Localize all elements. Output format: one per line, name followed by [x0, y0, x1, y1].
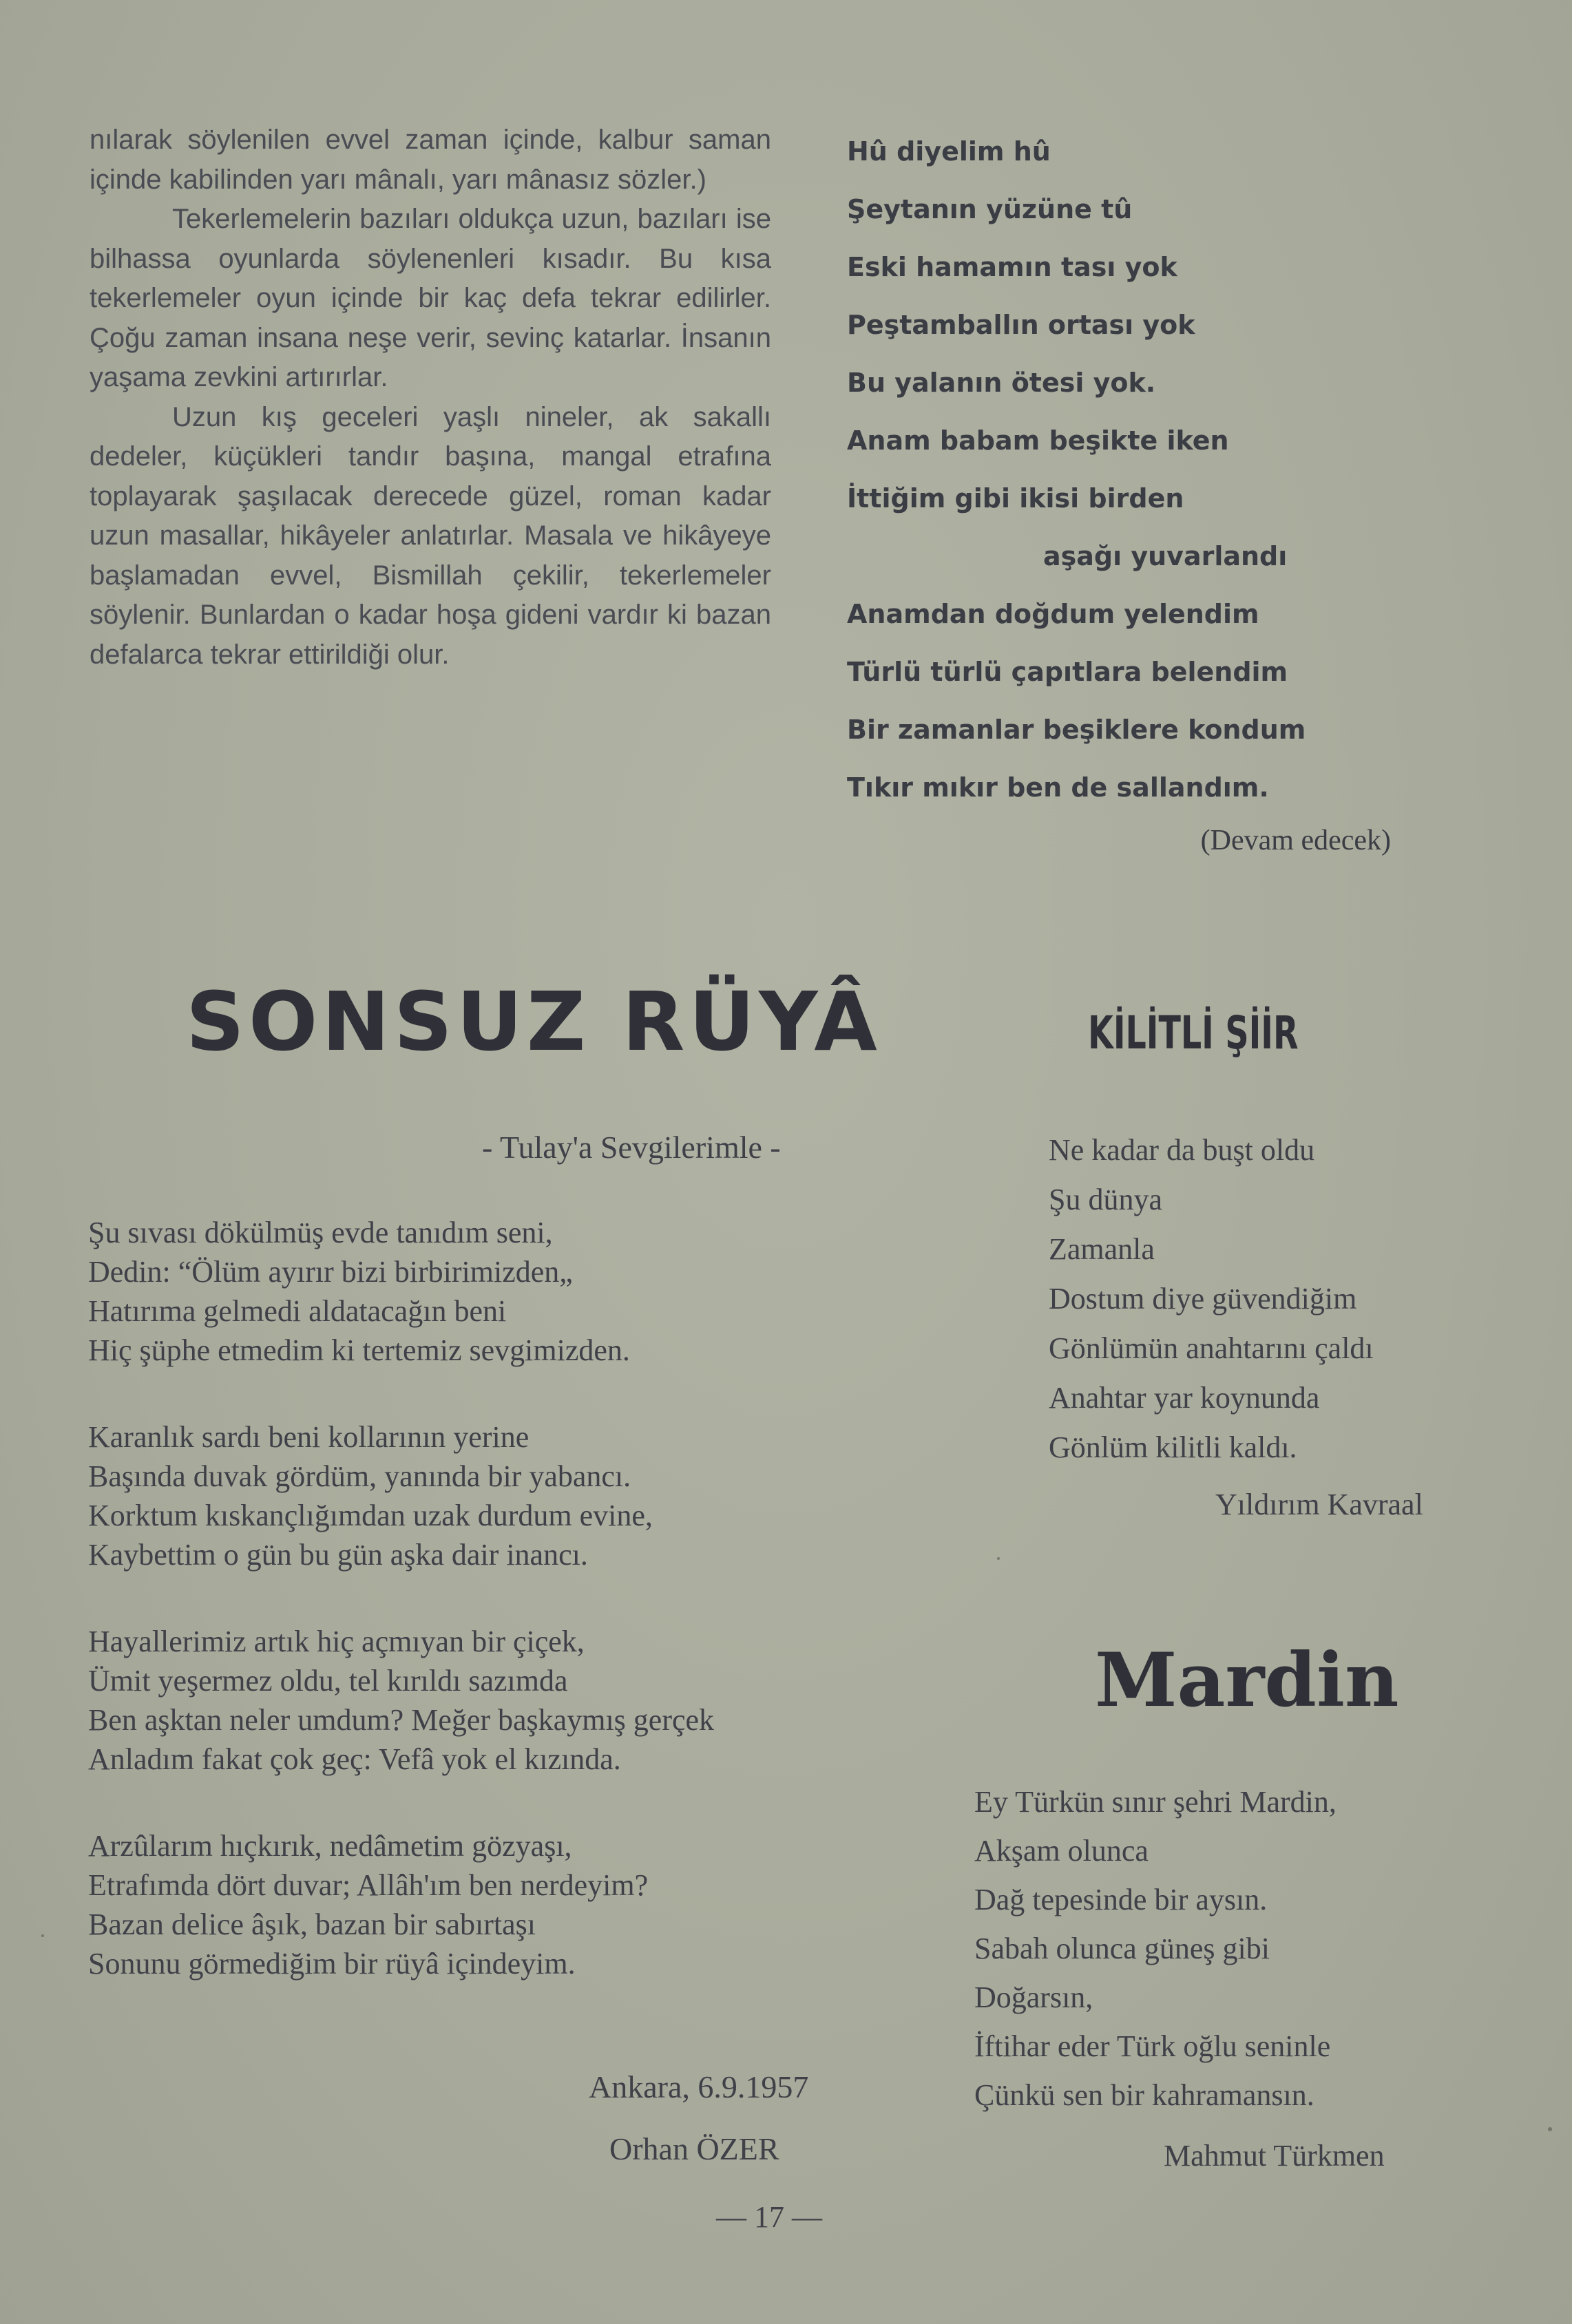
prose-paragraph-2: Tekerlemelerin bazıları oldukça uzun, bazıları ise bilhassa oyunlarda söylenenleri kısadır. Bu kısa tekerlemeler oyun içinde bir kaç defa tekrar edilirler. Çoğu zaman insana neşe verir, sevinç katarlar. İnsanın yaşama zevkini artırırlar.	[90, 204, 771, 392]
poem-line: Gönlümün anahtarını çaldı	[1049, 1331, 1374, 1365]
poem-line: Ey Türkün sınır şehri Mardin,	[974, 1785, 1337, 1819]
poem-line: Korktum kıskançlığımdan uzak durdum evine,	[88, 1499, 653, 1532]
poem-stanza	[88, 1213, 949, 1370]
page-number: — 17 —	[716, 2200, 822, 2234]
verse-line: İttiğim gibi ikisi birden	[847, 483, 1184, 514]
sonsuz-ruya-poem	[88, 1213, 949, 2031]
verse-line: Eski hamamın tası yok	[847, 252, 1177, 282]
paper-speck	[1548, 2127, 1552, 2131]
paper-speck	[41, 1934, 44, 1937]
poem-line: Dağ tepesinde bir aysın.	[974, 1883, 1268, 1916]
verse-line: Hû diyelim hû	[847, 136, 1051, 167]
sonsuz-ruya-place-date: Ankara, 6.9.1957	[589, 2069, 809, 2104]
sonsuz-ruya-title: SONSUZ RÜYÂ	[186, 974, 881, 1069]
poem-stanza	[88, 1622, 949, 1779]
poem-line: Anladım fakat çok geç: Vefâ yok el kızında.	[88, 1742, 621, 1776]
verse-line: Bir zamanlar beşiklere kondum	[847, 715, 1306, 745]
sonsuz-ruya-dedication: - Tulay'a Sevgilerimle -	[482, 1130, 781, 1165]
poem-line: Arzûlarım hıçkırık, nedâmetim gözyaşı,	[88, 1829, 572, 1863]
mardin-author: Mahmut Türkmen	[1164, 2139, 1385, 2173]
poem-line: Hayallerimiz artık hiç açmıyan bir çiçek,	[88, 1625, 585, 1658]
verse-line: Anamdan doğdum yelendim	[847, 599, 1259, 629]
poem-line: Bazan delice âşık, bazan bir sabırtaşı	[88, 1908, 536, 1941]
poem-line: Gönlüm kilitli kaldı.	[1049, 1430, 1297, 1464]
poem-line: Şu dünya	[1049, 1183, 1162, 1216]
poem-line: Akşam olunca	[974, 1834, 1149, 1868]
poem-line: Çünkü sen bir kahramansın.	[974, 2078, 1314, 2112]
poem-line: Hatırıma gelmedi aldatacağın beni	[88, 1294, 507, 1328]
poem-line: Hiç şüphe etmedim ki tertemiz sevgimizden.	[88, 1333, 630, 1367]
verse-line: Anam babam beşikte iken	[847, 425, 1229, 456]
poem-line: İftihar eder Türk oğlu seninle	[974, 2029, 1331, 2063]
verse-line: Tıkır mıkır ben de sallandım.	[847, 772, 1269, 803]
mardin-title: Mardin	[1095, 1637, 1399, 1724]
prose-paragraph-3: Uzun kış geceleri yaşlı nineler, ak sakallı dedeler, küçükleri tandır başına, mangal etrafına toplayarak şaşılacak derecede güzel, roman kadar uzun masallar, hikâyeler anlatırlar. Masala ve hikâyeye başlamadan evvel, Bismillah çekilir, tekerlemeler söylenir. Bunlardan o kadar hoşa gideni vardır ki bazan defalarca tekrar ettirildiği olur.	[90, 401, 771, 670]
mardin-poem	[974, 1777, 1525, 2120]
continued-note: (Devam edecek)	[1200, 825, 1391, 856]
poem-line: Başında duvak gördüm, yanında bir yabancı.	[88, 1459, 631, 1493]
verse-line: Bu yalanın ötesi yok.	[847, 368, 1156, 398]
tekerleme-prose	[90, 120, 771, 675]
kilitli-siir-author: Yıldırım Kavraal	[1215, 1488, 1423, 1521]
poem-stanza	[88, 1826, 949, 1983]
poem-line: Şu sıvası dökülmüş evde tanıdım seni,	[88, 1216, 553, 1249]
poem-line: Zamanla	[1049, 1232, 1155, 1266]
poem-line: Sabah olunca güneş gibi	[974, 1932, 1270, 1965]
poem-line: Kaybettim o gün bu gün aşka dair inancı.	[88, 1538, 588, 1572]
poem-line: Ben aşktan neler umdum? Meğer başkaymış gerçek	[88, 1703, 715, 1737]
poem-line: Ne kadar da buşt oldu	[1049, 1133, 1315, 1167]
verse-line: Türlü türlü çapıtlara belendim	[847, 657, 1288, 687]
poem-line: Doğarsın,	[974, 1980, 1093, 2014]
tekerleme-verse	[847, 123, 1439, 865]
kilitli-siir-title: KİLİTLİ ŞİİR	[1088, 1006, 1299, 1059]
poem-stanza	[88, 1417, 949, 1574]
poem-line: Ümit yeşermez oldu, tel kırıldı sazımda	[88, 1664, 568, 1698]
prose-paragraph-1: nılarak söylenilen evvel zaman içinde, kalbur saman içinde kabilinden yarı mânalı, yarı mânasız sözler.)	[90, 125, 771, 195]
poem-line: Sonunu görmediğim bir rüyâ içindeyim.	[88, 1947, 576, 1980]
poem-line: Dostum diye güvendiğim	[1049, 1282, 1357, 1316]
poem-line: Etrafımda dört duvar; Allâh'ım ben nerdeyim?	[88, 1868, 649, 1902]
poem-line: Anahtar yar koynunda	[1049, 1381, 1320, 1415]
paper-speck	[997, 1557, 1000, 1560]
kilitli-siir-poem	[1049, 1126, 1531, 1472]
verse-line: Peştamballın ortası yok	[847, 310, 1195, 340]
poem-line: Karanlık sardı beni kollarının yerine	[88, 1420, 530, 1454]
verse-line: Şeytanın yüzüne tû	[847, 194, 1133, 224]
verse-line: aşağı yuvarlandı	[1043, 541, 1288, 571]
poem-line: Dedin: “Ölüm ayırır bizi birbirimizden„	[88, 1255, 573, 1289]
sonsuz-ruya-author: Orhan ÖZER	[609, 2131, 779, 2166]
